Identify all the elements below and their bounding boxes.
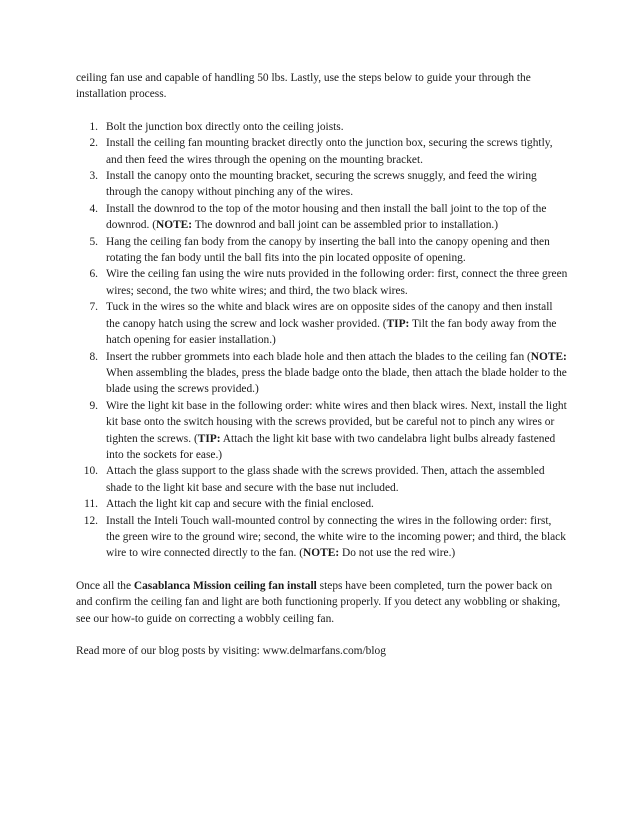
step-text-segment: Insert the rubber grommets into each blade hole and then attach the blades to the ceiling fan (	[106, 350, 531, 363]
step-text	[106, 349, 568, 398]
step-text	[106, 135, 568, 168]
step-text-segment: Attach the glass support to the glass shade with the screws provided. Then, attach the assembled shade to the light kit base and secure with the base nut included.	[106, 465, 545, 494]
step-number: 9.	[89, 399, 98, 412]
step-item	[76, 201, 568, 234]
step-item	[76, 135, 568, 168]
step-text-segment: Install the ceiling fan mounting bracket directly onto the junction box, securing the screws tightly, and then feed the wires through the opening on the mounting bracket.	[106, 137, 553, 166]
step-number: 12.	[83, 514, 98, 527]
step-item	[76, 266, 568, 299]
step-bold-label: TIP:	[197, 432, 221, 445]
step-bold-label: TIP:	[386, 317, 410, 330]
closing-bold-text: Casablanca Mission ceiling fan install	[133, 579, 317, 592]
step-bold-label: NOTE:	[303, 547, 340, 560]
installation-steps-list	[76, 119, 568, 562]
step-number: 7.	[89, 301, 98, 314]
step-item	[76, 234, 568, 267]
blog-footer-text: Read more of our blog posts by visiting: www.delmarfans.com/blog	[76, 645, 386, 657]
step-text	[106, 496, 568, 512]
step-number: 1.	[89, 120, 98, 133]
step-text-segment: When assembling the blades, press the blade badge onto the blade, then attach the blade holder to the blade using the screws provided.)	[106, 366, 567, 396]
step-text-segment: Install the downrod to the top of the motor housing and then install the ball joint to the top of the downrod. (	[106, 202, 547, 232]
step-text	[106, 463, 568, 496]
closing-text-after: steps have been completed, turn the power back on and confirm the ceiling fan and light are both functioning properly. If you detect any wobbling or shaking, see our how-to guide on correcting a wobbly ceiling fan.	[76, 579, 561, 625]
step-text-segment: Do not use the red wire.)	[339, 547, 456, 560]
step-text-segment: Wire the light kit base in the following order: white wires and then black wires. Next, install the light kit base onto the switch housing with the screws provided, but be careful not to pinch any wires or tighten the screws. (	[106, 399, 567, 445]
step-number: 2.	[89, 137, 98, 150]
step-number: 8.	[89, 350, 98, 363]
step-number: 11.	[84, 498, 98, 511]
step-text-segment: Wire the ceiling fan using the wire nuts provided in the following order: first, connect the three green wires; second, the two white wires; and third, the two black wires.	[106, 268, 568, 297]
intro-paragraph: ceiling fan use and capable of handling 50 lbs. Lastly, use the steps below to guide your through the installation process.	[76, 72, 531, 101]
step-text	[106, 266, 568, 299]
step-item	[76, 463, 568, 496]
step-bold-label: NOTE:	[155, 219, 193, 232]
step-bold-label: NOTE:	[530, 350, 567, 363]
step-text-segment: Tuck in the wires so the white and black wires are on opposite sides of the canopy and then install the canopy hatch using the screw and lock washer provided. (	[106, 301, 553, 330]
step-item	[76, 513, 568, 562]
step-text	[106, 513, 568, 562]
step-text-segment: Install the Inteli Touch wall-mounted control by connecting the wires in the following order: first, the green wire to the ground wire; second, the white wire to the incoming power; and third, the black wire to wire connected directly to the fan. (	[106, 514, 566, 560]
step-text-segment: Tilt the fan body away from the hatch opening for easier installation.)	[106, 317, 557, 347]
step-text	[106, 234, 568, 267]
step-text	[106, 168, 568, 201]
step-item	[76, 299, 568, 348]
step-text-segment: Install the canopy onto the mounting bracket, securing the screws snuggly, and feed the wiring through the canopy without pinching any of the wires.	[106, 170, 537, 199]
step-text	[106, 119, 568, 135]
step-number: 3.	[89, 170, 98, 183]
step-item	[76, 496, 568, 512]
step-item	[76, 398, 568, 464]
step-text-segment: The downrod and ball joint can be assembled prior to installation.)	[192, 219, 499, 232]
step-text-segment: Attach the light kit cap and secure with the finial enclosed.	[106, 498, 374, 511]
step-item	[76, 349, 568, 398]
step-text	[106, 201, 568, 234]
step-text-segment: Hang the ceiling fan body from the canopy by inserting the ball into the canopy opening and then rotating the fan body until the ball fits into the pin located opposite of opening.	[106, 235, 550, 265]
step-item	[76, 168, 568, 201]
closing-text-before: Once all the	[76, 579, 134, 592]
step-text-segment: Attach the light kit base with two candelabra light bulbs already fastened into the sockets for ease.)	[106, 432, 556, 461]
step-item	[76, 119, 568, 135]
step-text	[106, 299, 568, 348]
step-number: 5.	[89, 235, 98, 248]
step-text	[106, 398, 568, 464]
step-text-segment: Bolt the junction box directly onto the ceiling joists.	[106, 120, 344, 133]
document-page	[76, 70, 568, 659]
step-number: 10.	[83, 465, 98, 478]
closing-paragraph	[76, 578, 568, 627]
step-number: 4.	[89, 202, 98, 215]
step-number: 6.	[89, 268, 98, 281]
